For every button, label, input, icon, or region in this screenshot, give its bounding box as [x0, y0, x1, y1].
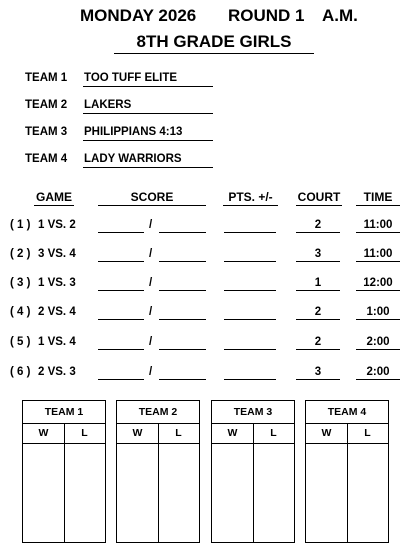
game-header-underline	[34, 205, 74, 206]
game-matchup: 1 VS. 2	[38, 219, 76, 231]
time-underline	[356, 379, 400, 380]
pts-blank[interactable]	[224, 319, 276, 320]
game-matchup: 1 VS. 4	[38, 336, 76, 348]
team-name: LAKERS	[84, 99, 132, 111]
game-time: 2:00	[366, 336, 390, 348]
score-header-underline	[98, 205, 206, 206]
score-a-blank[interactable]	[98, 349, 144, 350]
record-box-divider	[64, 423, 65, 542]
round-label: ROUND 1	[228, 6, 305, 25]
score-separator: /	[149, 366, 153, 378]
pts-blank[interactable]	[224, 232, 276, 233]
team-label: TEAM 4	[25, 153, 68, 165]
wins-label: W	[227, 427, 238, 439]
time-underline	[356, 349, 400, 350]
score-separator: /	[149, 336, 153, 348]
score-b-blank[interactable]	[159, 319, 206, 320]
record-box-title: TEAM 1	[23, 401, 105, 424]
game-row-2	[10, 248, 405, 264]
score-separator: /	[149, 277, 153, 289]
score-a-blank[interactable]	[98, 290, 144, 291]
game-time: 2:00	[366, 366, 390, 378]
game-court: 1	[314, 277, 322, 289]
court-underline	[296, 261, 340, 262]
team-name: LADY WARRIORS	[84, 153, 182, 165]
day-label: MONDAY 2026	[80, 6, 197, 25]
game-time: 12:00	[363, 277, 393, 289]
team-label: TEAM 1	[25, 72, 68, 84]
game-number: ( 5 )	[10, 336, 31, 348]
game-matchup: 3 VS. 4	[38, 248, 76, 260]
court-underline	[296, 290, 340, 291]
score-a-blank[interactable]	[98, 232, 144, 233]
session-label: A.M.	[322, 6, 358, 25]
division-title: 8TH GRADE GIRLS	[136, 32, 292, 51]
game-court: 3	[314, 248, 322, 260]
division-underline	[114, 53, 314, 54]
losses-label: L	[175, 427, 182, 439]
pts-blank[interactable]	[224, 290, 276, 291]
team-label: TEAM 2	[25, 99, 68, 111]
record-box-team-1	[22, 400, 106, 543]
losses-label: L	[270, 427, 277, 439]
record-box-title: TEAM 2	[117, 401, 199, 424]
game-court: 2	[314, 306, 322, 318]
score-a-blank[interactable]	[98, 319, 144, 320]
score-b-blank[interactable]	[159, 232, 206, 233]
losses-label: L	[81, 427, 88, 439]
record-box-title: TEAM 4	[306, 401, 388, 424]
record-box-title: TEAM 3	[212, 401, 294, 424]
score-b-blank[interactable]	[159, 261, 206, 262]
court-column-header: COURT	[297, 190, 341, 204]
score-column-header: SCORE	[130, 190, 174, 204]
pts-blank[interactable]	[224, 349, 276, 350]
team-name-underline	[83, 113, 213, 114]
court-underline	[296, 319, 340, 320]
pts-blank[interactable]	[224, 261, 276, 262]
record-box-divider	[158, 423, 159, 542]
game-time: 11:00	[363, 248, 393, 260]
game-column-header: GAME	[36, 190, 72, 204]
game-court: 3	[314, 366, 322, 378]
time-underline	[356, 232, 400, 233]
game-matchup: 1 VS. 3	[38, 277, 76, 289]
team-name: TOO TUFF ELITE	[84, 72, 178, 84]
court-underline	[296, 232, 340, 233]
score-a-blank[interactable]	[98, 379, 144, 380]
court-underline	[296, 379, 340, 380]
team-label: TEAM 3	[25, 126, 68, 138]
score-b-blank[interactable]	[159, 379, 206, 380]
game-number: ( 1 )	[10, 219, 31, 231]
game-time: 1:00	[366, 306, 390, 318]
game-row-1	[10, 219, 405, 235]
game-court: 2	[314, 219, 322, 231]
time-header-underline	[356, 205, 400, 206]
time-underline	[356, 261, 400, 262]
score-separator: /	[149, 248, 153, 260]
losses-label: L	[364, 427, 371, 439]
score-separator: /	[149, 219, 153, 231]
record-box-team-2	[116, 400, 200, 543]
record-box-divider	[347, 423, 348, 542]
team-name-underline	[83, 167, 213, 168]
court-header-underline	[296, 205, 342, 206]
game-court: 2	[314, 336, 322, 348]
record-box-divider	[253, 423, 254, 542]
team-name-underline	[83, 140, 213, 141]
score-b-blank[interactable]	[159, 349, 206, 350]
wins-label: W	[321, 427, 332, 439]
game-row-3	[10, 277, 405, 293]
game-row-6	[10, 366, 405, 382]
record-box-team-3	[211, 400, 295, 543]
score-separator: /	[149, 306, 153, 318]
wins-label: W	[38, 427, 49, 439]
wins-label: W	[132, 427, 143, 439]
score-b-blank[interactable]	[159, 290, 206, 291]
game-number: ( 4 )	[10, 306, 31, 318]
court-underline	[296, 349, 340, 350]
pts-header-underline	[223, 205, 278, 206]
game-matchup: 2 VS. 3	[38, 366, 76, 378]
record-box-team-4	[305, 400, 389, 543]
game-row-4	[10, 306, 405, 322]
game-row-5	[10, 336, 405, 352]
game-number: ( 3 )	[10, 277, 31, 289]
game-time: 11:00	[363, 219, 393, 231]
pts-blank[interactable]	[224, 379, 276, 380]
game-number: ( 2 )	[10, 248, 31, 260]
team-name: PHILIPPIANS 4:13	[84, 126, 183, 138]
time-underline	[356, 319, 400, 320]
game-matchup: 2 VS. 4	[38, 306, 76, 318]
score-a-blank[interactable]	[98, 261, 144, 262]
time-column-header: TIME	[363, 190, 393, 204]
pts-column-header: PTS. +/-	[228, 190, 273, 204]
team-name-underline	[83, 86, 213, 87]
game-number: ( 6 )	[10, 366, 31, 378]
time-underline	[356, 290, 400, 291]
